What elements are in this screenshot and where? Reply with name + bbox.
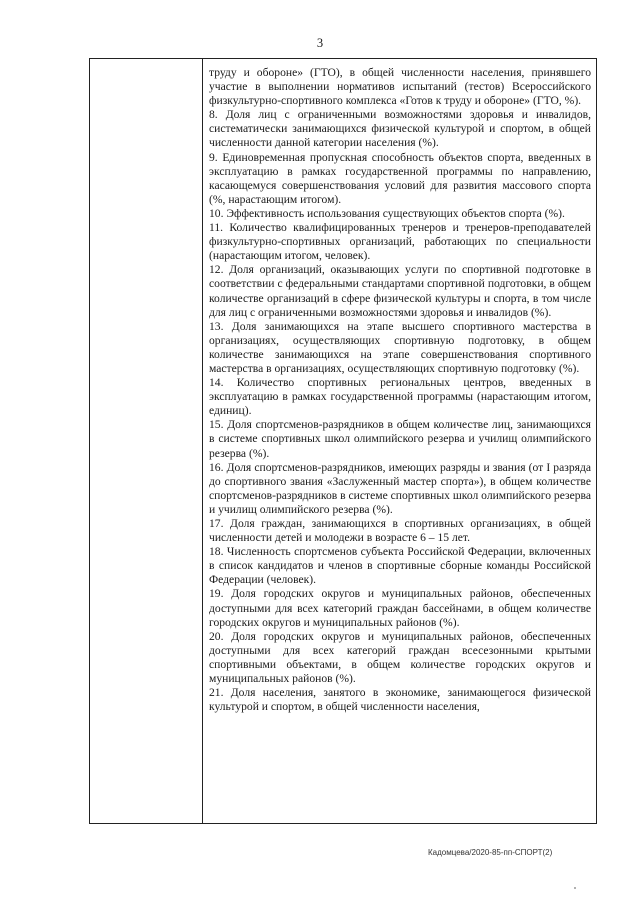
indicator-paragraph: труду и обороне» (ГТО), в общей численности населения, принявшего участие в выполнении нормативов испытаний (тестов) Всероссийского физкультурно-спортивного комплекса «Готов к труду и обороне» (ГТО, %). (209, 66, 591, 108)
document-code: Кадомцева/2020-85-пп-СПОРТ(2) (428, 848, 553, 857)
indicator-paragraph: 12. Доля организаций, оказывающих услуги по спортивной подготовке в соответствии с федеральными стандартами спортивной подготовки, в общем количестве организаций в сфере физической культуры и спорта, в том числе для лиц с ограниченными возможностями здоровья и инвалидов (%). (209, 263, 591, 319)
table-left-column (90, 59, 203, 823)
indicator-paragraph: 19. Доля городских округов и муниципальных районов, обеспеченных доступными для всех категорий граждан бассейнами, в общем количестве городских округов и муниципальных районов (%). (209, 587, 591, 629)
page-number: 3 (316, 36, 324, 50)
indicator-paragraph: 8. Доля лиц с ограниченными возможностями здоровья и инвалидов, систематически занимающихся физической культурой и спортом, в общей численности данной категории населения (%). (209, 108, 591, 150)
indicator-paragraph: 10. Эффективность использования существующих объектов спорта (%). (209, 206, 565, 220)
indicator-paragraph: 9. Единовременная пропускная способность объектов спорта, введенных в эксплуатацию в рамках государственной программы по направлению, касающемуся совершенствования условий для развития массового спорта (%, нарастающим итогом). (209, 150, 591, 206)
indicator-paragraph: 13. Доля занимающихся на этапе высшего спортивного мастерства в организациях, осуществляющих спортивную подготовку, в общем количестве занимающихся на этапе совершенствования спортивного мастерства в организациях, осуществляющих спортивную подготовку (%). (209, 319, 591, 375)
indicator-paragraph: 18. Численность спортсменов субъекта Российской Федерации, включенных в список кандидатов и членов в спортивные сборные команды Российской Федерации (человек). (209, 545, 591, 587)
scan-speck (574, 887, 576, 889)
table-right-column (203, 59, 596, 823)
indicator-paragraph: 17. Доля граждан, занимающихся в спортивных организациях, в общей численности детей и молодежи в возрасте 6 – 15 лет. (209, 517, 591, 545)
indicator-paragraph: 21. Доля населения, занятого в экономике, занимающегося физической культурой и спортом, в общей численности населения, (209, 686, 591, 714)
indicator-paragraph: 14. Количество спортивных региональных центров, введенных в эксплуатацию в рамках государственной программы (нарастающим итогом, единиц). (209, 376, 591, 418)
indicators-table (89, 58, 597, 824)
indicator-paragraph: 20. Доля городских округов и муниципальных районов, обеспеченных доступными для всех категорий граждан всесезонными крытыми спортивными объектами, в общем количестве городских округов и муниципальных районов (%). (209, 629, 591, 686)
indicator-paragraph: 11. Количество квалифицированных тренеров и тренеров-преподавателей физкультурно-спортивных организаций, работающих по специальности (нарастающим итогом, человек). (209, 221, 591, 263)
indicator-paragraph: 15. Доля спортсменов-разрядников в общем количестве лиц, занимающихся в системе спортивных школ олимпийского резерва и училищ олимпийского резерва (%). (209, 418, 591, 460)
indicator-paragraph: 16. Доля спортсменов-разрядников, имеющих разряды и звания (от I разряда до спортивного звания «Заслуженный мастер спорта»), в общем количестве спортсменов-разрядников в системе спортивных школ олимпийского резерва и училищ олимпийского резерва (%). (209, 460, 591, 516)
